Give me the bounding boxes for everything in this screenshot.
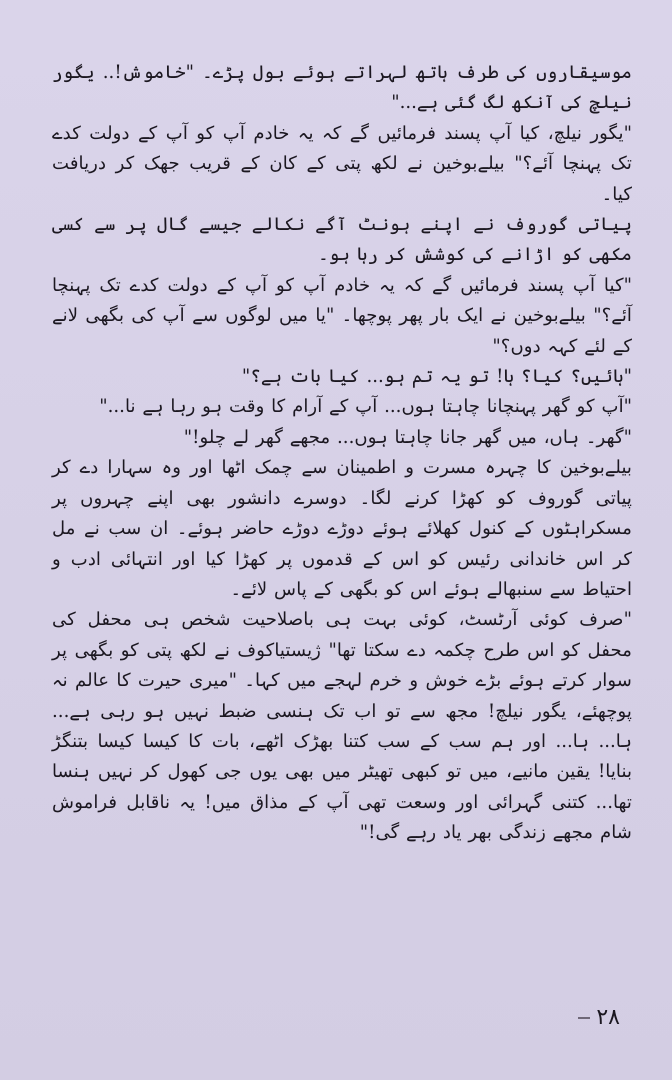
paragraph: "آپ کو گھر پہنچانا چاہتا ہوں... آپ کے آرام کا وقت ہو رہا ہے نا..."	[99, 396, 632, 418]
page-number: ۲۸	[596, 1005, 620, 1030]
page-text	[52, 58, 632, 849]
paragraph: "گھر۔ ہاں، میں گھر جانا چاہتا ہوں... مجھے گھر لے چلو!"	[183, 426, 632, 448]
paragraph: بیلےبوخین کا چہرہ مسرت و اطمینان سے چمک اٹھا اور وہ سہارا دے کر پیاتی گوروف کو کھڑا کرنے لگا۔ دوسرے دانشور بھی اپنے چہروں پر مسکراہٹوں کے کنول کھلائے ہوئے دوڑے دوڑے حاضر ہوئے۔ ان سب نے مل کر اس خاندانی رئیس کو اس کے قدموں پر کھڑا کیا اور انتہائی ادب و احتیاط سے سنبھالے ہوئے اس کو بگھی کے پاس لائے۔	[52, 457, 632, 600]
paragraph: "یگور نیلچ، کیا آپ پسند فرمائیں گے کہ یہ خادم آپ کو آپ کے دولت کدے تک پہنچا آئے؟" بیلےبوخین نے لکھ پتی کے کان کے قریب جھک کر دریافت کیا۔	[52, 122, 632, 205]
paragraph: "کیا آپ پسند فرمائیں گے کہ یہ خادم آپ کو آپ کے دولت کدے تک پہنچا آئے؟" بیلےبوخین نے ایک بار پھر پوچھا۔ "یا میں لوگوں سے آپ کی بگھی لانے کے لئے کہہ دوں؟"	[52, 274, 632, 357]
page-number-dash	[578, 1017, 590, 1019]
paragraph: "ہائیں؟ کیا؟ ہا! تو یہ تم ہو... کیا بات ہے؟"	[241, 366, 632, 388]
paragraph: "صرف کوئی آرٹسٹ، کوئی بہت ہی باصلاحیت شخص ہی محفل کی محفل کو اس طرح چکمہ دے سکتا تھا" ژیستیاکوف نے لکھ پتی کو بگھی پر سوار کرتے ہوئے بڑے خوش و خرم لہجے میں کہا۔ "میری حیرت کا عالم نہ پوچھئے، یگور نیلچ! مجھ سے تو اب تک ہنسی ضبط نہیں ہو رہی ہے... ہا... ہا... اور ہم سب کے سب کتنا بھڑک اٹھے، بات کا کیسا کیسا بتنگڑ بنایا! یقین مانیے، میں تو کبھی تھیٹر میں بھی یوں جی کھول کر نہیں ہنسا تھا... کتنی گہرائی اور وسعت تھی آپ کے مذاق میں! یہ ناقابل فراموش شام مجھے زندگی بھر یاد رہے گی!"	[52, 609, 632, 844]
paragraph: پیاتی گوروف نے اپنے ہونٹ آگے نکالے جیسے گال پر سے کسی مکھی کو اڑانے کی کوشش کر رہا ہو۔	[52, 214, 632, 266]
paragraph: موسیقاروں کی طرف ہاتھ لہراتے ہوئے بول پڑے۔ "خاموش!.. یگور نیلچ کی آنکھ لگ گئی ہے..."	[52, 62, 632, 114]
page-number-area	[560, 1005, 620, 1030]
